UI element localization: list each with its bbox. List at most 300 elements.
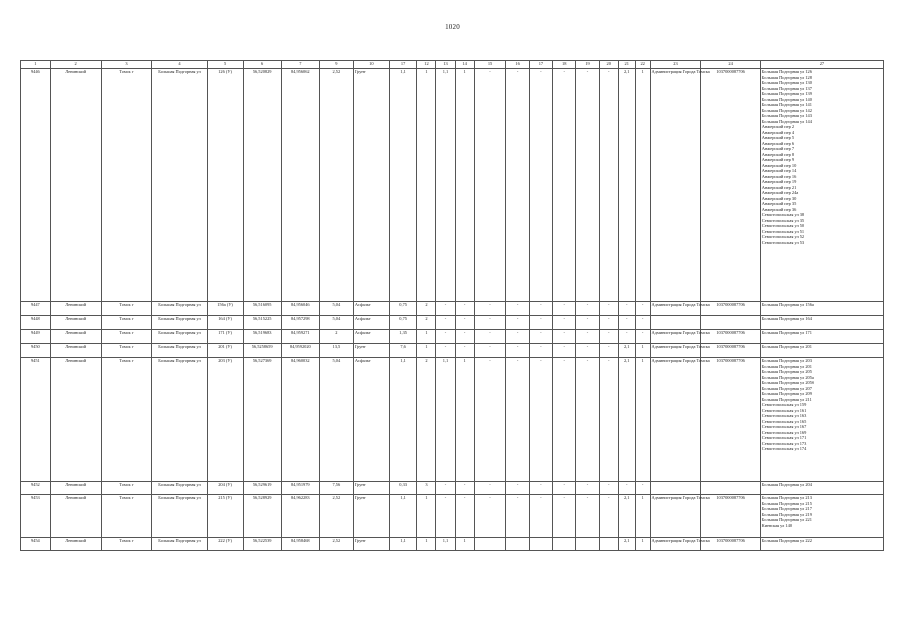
address-line: Анжерский пер 30 xyxy=(761,195,797,201)
address-line: Севастопольская ул 159 xyxy=(761,402,807,407)
address-line: Большая Подгорная ул 222 xyxy=(761,538,812,543)
cell-c16: - xyxy=(506,302,529,316)
cell-area: 5,04 xyxy=(319,316,353,330)
cell-c21: 2,1 xyxy=(618,495,635,538)
address-line: Большая Подгорная ул 128 xyxy=(761,74,812,80)
cell-lat: 56,522539 xyxy=(243,538,281,551)
address-line: Севастопольская ул 51 xyxy=(761,228,805,234)
address-line: Большая Подгорная ул 141 xyxy=(761,102,812,107)
address-line: Севастопольская ул 165 xyxy=(761,418,807,424)
cell-c19: - xyxy=(576,344,599,358)
address-line: Большая Подгорная ул 201 xyxy=(761,363,812,369)
table-row xyxy=(21,330,884,344)
cell-lon: 84,951979 xyxy=(281,482,319,495)
cell-district: Ленинский xyxy=(50,316,101,330)
cell-c22: 1 xyxy=(635,538,650,551)
cell-c13: - xyxy=(436,344,455,358)
cell-area: 13,5 xyxy=(319,344,353,358)
cell-c16: - xyxy=(506,330,529,344)
cell-city: Томск г xyxy=(101,482,152,495)
address-line: Большая Подгорная ул 205б xyxy=(761,380,815,385)
cell-id: 9453 xyxy=(21,495,51,538)
cell-c21: 2,1 xyxy=(618,69,635,302)
cell-c21: - xyxy=(618,330,635,344)
cell-volume: 0,75 xyxy=(389,316,417,330)
cell-c14: - xyxy=(455,344,474,358)
cell-c17: - xyxy=(529,495,552,538)
cell-house: 164 (У) xyxy=(207,316,243,330)
cell-ogrn xyxy=(701,482,760,495)
column-header: 17 xyxy=(389,61,417,69)
address-line: Анжерский пер 5 xyxy=(761,135,795,140)
column-header: 21 xyxy=(618,61,635,69)
address-line: Анжерский пер 4 xyxy=(761,129,795,135)
cell-c16: - xyxy=(506,358,529,482)
column-header: 19 xyxy=(576,61,599,69)
cell-ogrn: 1037000087706 xyxy=(701,344,760,358)
address-line: Анжерский пер 21 xyxy=(761,184,797,190)
address-line: Большая Подгорная ул 140 xyxy=(761,96,812,102)
address-line: Большая Подгорная ул 211 xyxy=(761,396,812,402)
cell-city: Томск г xyxy=(101,538,152,551)
column-header: 6 xyxy=(243,61,281,69)
cell-addresses xyxy=(760,358,883,482)
cell-owner: Администрация Города Томска xyxy=(650,69,701,302)
cell-lon: 84,960032 xyxy=(281,358,319,482)
cell-c18: - xyxy=(553,302,576,316)
cell-c19: - xyxy=(576,302,599,316)
cell-addresses xyxy=(760,495,883,538)
address-line: Большая Подгорная ул 144 xyxy=(761,118,812,124)
cell-c19: - xyxy=(576,358,599,482)
address-line: Анжерский пер 10 xyxy=(761,162,797,168)
cell-lat: 56,515225 xyxy=(243,316,281,330)
address-line: Большая Подгорная ул 203 xyxy=(761,358,812,363)
address-line: Анжерский пер 35 xyxy=(761,201,797,206)
column-header: 1 xyxy=(21,61,51,69)
cell-c14: - xyxy=(455,316,474,330)
cell-city: Томск г xyxy=(101,330,152,344)
cell-surface: Асфальт xyxy=(353,302,389,316)
address-line: Анжерский пер 9 xyxy=(761,157,795,162)
address-line: Анжерский пер 8 xyxy=(761,151,795,157)
header-row xyxy=(21,61,884,69)
cell-street: Большая Подгорная ул xyxy=(152,302,207,316)
cell-c15: - xyxy=(474,358,506,482)
cell-c16: - xyxy=(506,495,529,538)
cell-c20: - xyxy=(599,69,618,302)
address-line: Киевская ул 140 xyxy=(761,522,793,528)
cell-area: 2,52 xyxy=(319,538,353,551)
table-row xyxy=(21,495,884,538)
column-header: 20 xyxy=(599,61,618,69)
column-header: 27 xyxy=(760,61,883,69)
cell-owner: Администрация Города Томска xyxy=(650,495,701,538)
cell-district: Ленинский xyxy=(50,330,101,344)
cell-owner: Администрация Города Томска xyxy=(650,358,701,482)
cell-c20: - xyxy=(599,316,618,330)
cell-owner xyxy=(650,316,701,330)
column-header: 24 xyxy=(701,61,760,69)
cell-owner: Администрация Города Томска xyxy=(650,344,701,358)
cell-c20 xyxy=(599,538,618,551)
cell-c15: - xyxy=(474,302,506,316)
cell-addresses xyxy=(760,316,883,330)
cell-c22: 1 xyxy=(635,69,650,302)
cell-c18: - xyxy=(553,330,576,344)
cell-c12: 2 xyxy=(417,302,436,316)
cell-house: 201 (У) xyxy=(207,344,243,358)
cell-c20: - xyxy=(599,495,618,538)
table-row xyxy=(21,538,884,551)
cell-district: Ленинский xyxy=(50,344,101,358)
cell-c17: - xyxy=(529,344,552,358)
address-line: Анжерский пер 6 xyxy=(761,140,795,146)
cell-id: 9450 xyxy=(21,344,51,358)
cell-addresses xyxy=(760,538,883,551)
cell-c17: - xyxy=(529,302,552,316)
cell-volume: 1,1 xyxy=(389,495,417,538)
cell-c12: 1 xyxy=(417,538,436,551)
cell-c20: - xyxy=(599,344,618,358)
cell-house: 156а (У) xyxy=(207,302,243,316)
cell-city: Томск г xyxy=(101,69,152,302)
page-number: 1020 xyxy=(445,23,460,31)
cell-surface: Асфальт xyxy=(353,316,389,330)
address-line: Анжерский пер 7 xyxy=(761,146,795,151)
cell-c15 xyxy=(474,538,506,551)
cell-volume: 1,1 xyxy=(389,538,417,551)
table-row xyxy=(21,316,884,330)
address-line: Большая Подгорная ул 221 xyxy=(761,517,812,522)
cell-street: Большая Подгорная ул xyxy=(152,344,207,358)
cell-lon: 84,957298 xyxy=(281,316,319,330)
cell-c13: - xyxy=(436,316,455,330)
cell-c22: 1 xyxy=(635,358,650,482)
cell-street: Большая Подгорная ул xyxy=(152,330,207,344)
cell-c14: - xyxy=(455,330,474,344)
column-header: 15 xyxy=(474,61,506,69)
cell-surface: Грунт xyxy=(353,495,389,538)
cell-c13: 1,1 xyxy=(436,358,455,482)
cell-surface: Грунт xyxy=(353,344,389,358)
cell-c22: - xyxy=(635,316,650,330)
cell-volume: 1,35 xyxy=(389,330,417,344)
cell-lon: 84,958468 xyxy=(281,538,319,551)
address-line: Большая Подгорная ул 126 xyxy=(761,69,812,74)
cell-c15: - xyxy=(474,69,506,302)
cell-c16: - xyxy=(506,344,529,358)
cell-addresses xyxy=(760,344,883,358)
cell-c21: 2,1 xyxy=(618,538,635,551)
column-header: 9 xyxy=(319,61,353,69)
cell-c14: - xyxy=(455,495,474,538)
cell-area: 5,04 xyxy=(319,358,353,482)
cell-id: 9446 xyxy=(21,69,51,302)
cell-ogrn: 1037000087706 xyxy=(701,538,760,551)
cell-c12: 2 xyxy=(417,316,436,330)
address-line: Севастопольская ул 163 xyxy=(761,413,807,418)
cell-area: 2,52 xyxy=(319,495,353,538)
cell-street: Большая Подгорная ул xyxy=(152,316,207,330)
address-line: Севастопольская ул 161 xyxy=(761,407,807,413)
address-line: Большая Подгорная ул 204 xyxy=(761,482,812,487)
table-row xyxy=(21,482,884,495)
address-line: Анжерский пер 19 xyxy=(761,179,797,184)
cell-c18: - xyxy=(553,69,576,302)
cell-c14: - xyxy=(455,302,474,316)
cell-lat: 56,516095 xyxy=(243,302,281,316)
cell-lon: 84,959271 xyxy=(281,330,319,344)
cell-c13: - xyxy=(436,302,455,316)
cell-city: Томск г xyxy=(101,495,152,538)
cell-c12: 1 xyxy=(417,330,436,344)
column-header: 5 xyxy=(207,61,243,69)
cell-c21: 2,1 xyxy=(618,344,635,358)
cell-c18: - xyxy=(553,358,576,482)
column-header: 10 xyxy=(353,61,389,69)
cell-c17 xyxy=(529,538,552,551)
cell-lon: 84,956062 xyxy=(281,69,319,302)
cell-c19 xyxy=(576,538,599,551)
cell-c21: 2,1 xyxy=(618,358,635,482)
cell-c15: - xyxy=(474,495,506,538)
address-line: Большая Подгорная ул 219 xyxy=(761,511,812,517)
cell-c20: - xyxy=(599,302,618,316)
cell-volume: 7,6 xyxy=(389,344,417,358)
cell-street: Большая Подгорная ул xyxy=(152,538,207,551)
cell-lat: 56,529619 xyxy=(243,482,281,495)
cell-volume: 1,1 xyxy=(389,69,417,302)
address-line: Большая Подгорная ул 130 xyxy=(761,80,812,85)
cell-id: 9454 xyxy=(21,538,51,551)
cell-lat: 56,527369 xyxy=(243,358,281,482)
cell-c19: - xyxy=(576,495,599,538)
column-header: 22 xyxy=(635,61,650,69)
cell-id: 9451 xyxy=(21,358,51,482)
cell-c18: - xyxy=(553,316,576,330)
cell-city: Томск г xyxy=(101,358,152,482)
column-header: 3 xyxy=(101,61,152,69)
cell-ogrn: 1037000087706 xyxy=(701,69,760,302)
cell-street: Большая Подгорная ул xyxy=(152,482,207,495)
cell-area: 2,52 xyxy=(319,69,353,302)
address-line: Севастопольская ул 53 xyxy=(761,239,805,245)
address-line: Большая Подгорная ул 205 xyxy=(761,369,812,374)
cell-c13: 1,1 xyxy=(436,69,455,302)
address-line: Севастопольская ул 169 xyxy=(761,429,807,435)
cell-district: Ленинский xyxy=(50,69,101,302)
address-line: Большая Подгорная ул 139 xyxy=(761,91,812,96)
cell-c15: - xyxy=(474,482,506,495)
cell-c17: - xyxy=(529,358,552,482)
column-header: 14 xyxy=(455,61,474,69)
address-line: Севастопольская ул 35 xyxy=(761,217,805,223)
column-header: 17 xyxy=(529,61,552,69)
cell-volume: 0,33 xyxy=(389,482,417,495)
cell-surface: Асфальт xyxy=(353,330,389,344)
address-line: Севастопольская ул 52 xyxy=(761,234,805,239)
cell-house: 126 (У) xyxy=(207,69,243,302)
cell-c15: - xyxy=(474,316,506,330)
cell-id: 9449 xyxy=(21,330,51,344)
registry-table xyxy=(20,60,884,551)
cell-district: Ленинский xyxy=(50,482,101,495)
cell-c14: 1 xyxy=(455,69,474,302)
cell-c12: 2 xyxy=(417,358,436,482)
cell-c17: - xyxy=(529,316,552,330)
cell-lat: 56,520829 xyxy=(243,69,281,302)
cell-lon: 84,962283 xyxy=(281,495,319,538)
cell-c17: - xyxy=(529,482,552,495)
address-line: Севастопольская ул 173 xyxy=(761,440,807,446)
cell-addresses xyxy=(760,330,883,344)
cell-c17: - xyxy=(529,69,552,302)
cell-c16 xyxy=(506,538,529,551)
cell-c12: 1 xyxy=(417,344,436,358)
column-header: 4 xyxy=(152,61,207,69)
address-line: Большая Подгорная ул 215 xyxy=(761,500,812,506)
cell-addresses xyxy=(760,482,883,495)
address-line: Севастопольская ул 50 xyxy=(761,223,805,228)
table-row xyxy=(21,358,884,482)
cell-lon: 84,9592020 xyxy=(281,344,319,358)
cell-ogrn: 1037000087706 xyxy=(701,302,760,316)
address-line: Анжерский пер 14 xyxy=(761,168,797,173)
address-line: Большая Подгорная ул 142 xyxy=(761,107,812,113)
cell-ogrn: 1037000087706 xyxy=(701,330,760,344)
address-line: Большая Подгорная ул 207 xyxy=(761,385,812,391)
address-line: Анжерский пер 2 xyxy=(761,124,795,129)
cell-city: Томск г xyxy=(101,302,152,316)
cell-ogrn xyxy=(701,316,760,330)
cell-addresses xyxy=(760,302,883,316)
cell-c21: - xyxy=(618,302,635,316)
cell-c16: - xyxy=(506,482,529,495)
cell-owner: Администрация Города Томска xyxy=(650,330,701,344)
cell-c13: - xyxy=(436,482,455,495)
cell-lon: 84,956046 xyxy=(281,302,319,316)
cell-c20: - xyxy=(599,358,618,482)
cell-surface: Грунт xyxy=(353,69,389,302)
address-line: Большая Подгорная ул 205а xyxy=(761,374,814,380)
column-header: 13 xyxy=(436,61,455,69)
cell-c13: 1,1 xyxy=(436,538,455,551)
address-line: Большая Подгорная ул 217 xyxy=(761,506,812,511)
address-line: Большая Подгорная ул 213 xyxy=(761,495,812,500)
cell-lat: 56,528929 xyxy=(243,495,281,538)
cell-c12: 1 xyxy=(417,69,436,302)
cell-c13: - xyxy=(436,495,455,538)
cell-c22: - xyxy=(635,302,650,316)
cell-c18: - xyxy=(553,482,576,495)
cell-c15: - xyxy=(474,344,506,358)
address-line: Большая Подгорная ул 156а xyxy=(761,302,814,307)
cell-c14: 1 xyxy=(455,358,474,482)
cell-c21: - xyxy=(618,316,635,330)
address-line: Большая Подгорная ул 137 xyxy=(761,85,812,91)
cell-c18: - xyxy=(553,344,576,358)
cell-lat: 56,519683 xyxy=(243,330,281,344)
cell-volume: 1,1 xyxy=(389,358,417,482)
cell-owner xyxy=(650,482,701,495)
cell-c16: - xyxy=(506,69,529,302)
cell-street: Большая Подгорная ул xyxy=(152,358,207,482)
cell-surface: Асфальт xyxy=(353,358,389,482)
cell-id: 9447 xyxy=(21,302,51,316)
cell-ogrn: 1037000087706 xyxy=(701,358,760,482)
cell-id: 9448 xyxy=(21,316,51,330)
cell-house: 215 (У) xyxy=(207,495,243,538)
cell-c13: - xyxy=(436,330,455,344)
column-header: 16 xyxy=(506,61,529,69)
cell-c20: - xyxy=(599,330,618,344)
cell-lat: 56,5258659 xyxy=(243,344,281,358)
address-line: Анжерский пер 16 xyxy=(761,173,797,179)
cell-district: Ленинский xyxy=(50,495,101,538)
cell-city: Томск г xyxy=(101,316,152,330)
address-line: Севастопольская ул 171 xyxy=(761,435,807,440)
cell-c18: - xyxy=(553,495,576,538)
cell-district: Ленинский xyxy=(50,302,101,316)
address-line: Большая Подгорная ул 143 xyxy=(761,113,812,118)
address-line: Большая Подгорная ул 201 xyxy=(761,344,812,349)
cell-ogrn: 1037000087706 xyxy=(701,495,760,538)
address-line: Севастопольская ул 174 xyxy=(761,446,807,451)
cell-c21: - xyxy=(618,482,635,495)
cell-c19: - xyxy=(576,69,599,302)
table-row xyxy=(21,69,884,302)
cell-district: Ленинский xyxy=(50,358,101,482)
cell-owner: Администрация Города Томска xyxy=(650,302,701,316)
cell-street: Большая Подгорная ул xyxy=(152,69,207,302)
cell-c22: - xyxy=(635,330,650,344)
column-header: 18 xyxy=(553,61,576,69)
cell-addresses xyxy=(760,69,883,302)
cell-surface: Грунт xyxy=(353,482,389,495)
address-line: Анжерский пер 36 xyxy=(761,206,797,212)
cell-c22: - xyxy=(635,482,650,495)
address-line: Большая Подгорная ул 164 xyxy=(761,316,812,321)
cell-c22: 1 xyxy=(635,344,650,358)
address-line: Большая Подгорная ул 209 xyxy=(761,391,812,396)
address-line: Большая Подгорная ул 171 xyxy=(761,330,812,335)
column-header: 12 xyxy=(417,61,436,69)
cell-city: Томск г xyxy=(101,344,152,358)
cell-c17: - xyxy=(529,330,552,344)
cell-volume: 0,75 xyxy=(389,302,417,316)
cell-street: Большая Подгорная ул xyxy=(152,495,207,538)
cell-c18 xyxy=(553,538,576,551)
cell-owner: Администрация Города Томска xyxy=(650,538,701,551)
table-row xyxy=(21,344,884,358)
table-row xyxy=(21,302,884,316)
column-header: 2 xyxy=(50,61,101,69)
cell-c12: 3 xyxy=(417,482,436,495)
address-line: Севастопольская ул 167 xyxy=(761,424,807,429)
cell-house: 204 (У) xyxy=(207,482,243,495)
cell-house: 203 (У) xyxy=(207,358,243,482)
column-header: 7 xyxy=(281,61,319,69)
cell-c19: - xyxy=(576,316,599,330)
cell-district: Ленинский xyxy=(50,538,101,551)
cell-area: 5,04 xyxy=(319,302,353,316)
cell-c22: 1 xyxy=(635,495,650,538)
cell-c16: - xyxy=(506,316,529,330)
cell-c15: - xyxy=(474,330,506,344)
cell-c19: - xyxy=(576,482,599,495)
column-header: 23 xyxy=(650,61,701,69)
